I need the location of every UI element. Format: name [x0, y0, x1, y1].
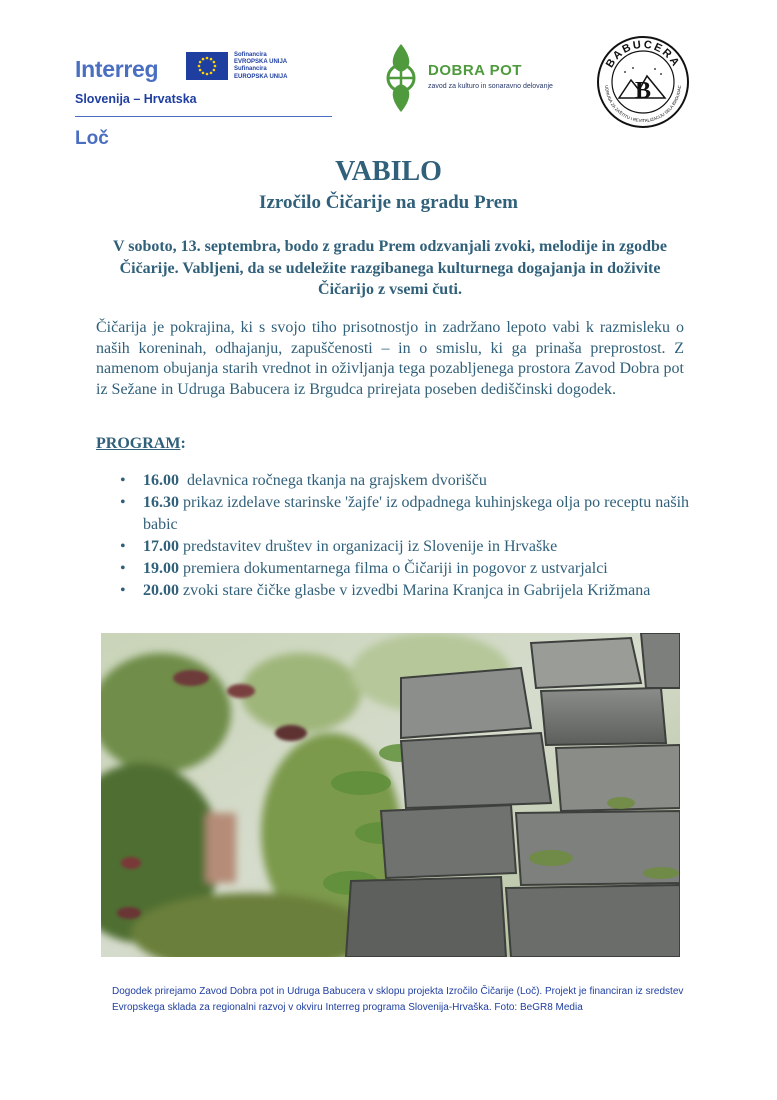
- dobra-pot-leaf-icon: [383, 42, 419, 114]
- program-list: [96, 470, 696, 602]
- program-text: premiera dokumentarnega filma o Čičariji in pogovor z ustvarjalci: [183, 560, 608, 577]
- eu-line: EUROPSKA UNIJA: [234, 73, 288, 80]
- program-item: • 17.00 predstavitev društev in organizacij iz Slovenije in Hrvaške: [120, 538, 558, 555]
- program-item: • 20.00 zvoki stare čičke glasbe v izvedbi Marina Kranjca in Gabrijela Križmana: [120, 582, 651, 599]
- program-heading: [96, 435, 186, 453]
- program-text: prikaz izdelave starinske 'žajfe' iz odpadnega kuhinjskega olja po receptu naših babic: [143, 494, 690, 533]
- program-time: 16.30: [143, 494, 179, 511]
- program-item: • 16.00 delavnica ročnega tkanja na grajskem dvorišču: [120, 472, 487, 489]
- program-time: 20.00: [143, 582, 179, 599]
- eu-line: Sofinancira: [234, 52, 267, 58]
- dobra-pot-subtitle: zavod za kulturo in sonaravno delovanje: [428, 83, 553, 90]
- program-time: 17.00: [143, 538, 179, 555]
- program-heading-colon: :: [180, 435, 186, 452]
- babucera-name: BABUCERA: [603, 38, 683, 70]
- interreg-wordmark: Interreg: [75, 56, 159, 82]
- eu-cofinancing-text: [234, 52, 287, 81]
- eu-line: Sufinancira: [234, 66, 267, 73]
- eu-line: EVROPSKA UNIJA: [234, 59, 288, 66]
- footer-note: Dogodek prirejamo Zavod Dobra pot in Udruga Babucera v sklopu projekta Izročilo Čičarije (Loč). Projekt je financiran iz sredstev Evropskega sklada za regionalni razvoj v okviru Interreg programa Slovenija-Hrvaška. Foto: BeGR8 Media: [112, 986, 684, 1013]
- babucera-logo: [595, 34, 691, 130]
- program-text: zvoki stare čičke glasbe v izvedbi Marina Kranjca in Gabrijela Križmana: [183, 582, 651, 599]
- program-item: • 19.00 premiera dokumentarnega filma o Čičariji in pogovor z ustvarjalci: [120, 560, 608, 577]
- header-divider: [75, 116, 332, 117]
- lead-paragraph: V soboto, 13. septembra, bodo z gradu Prem odzvanjali zvoki, melodije in zgodbe Čičarije. Vabljeni, da se udeležite razgibanega kulturnega dogajanja in doživite Čičarijo z vsemi čuti.: [112, 238, 668, 298]
- babucera-ring-text: UDRUGA ZA ZAŠTITU I REVITALIZACIJU SELA BRGUDAC: [603, 85, 683, 124]
- program-region-label: Slovenija – Hrvatska: [75, 92, 197, 106]
- program-time: 16.00: [143, 472, 179, 489]
- project-code: Loč: [75, 128, 109, 149]
- babucera-monogram: B: [634, 78, 652, 104]
- eu-flag-icon: [186, 52, 228, 80]
- dobra-pot-name: DOBRA POT: [428, 62, 522, 79]
- program-time: 19.00: [143, 560, 179, 577]
- page-title: VABILO: [335, 156, 442, 187]
- intro-paragraph: Čičarija je pokrajina, ki s svojo tiho prisotnostjo in zadržano lepoto vabi k razmisleku o naših koreninah, odhajanju, zapuščenosti – in o smislu, ki ga prinaša preprostost. Z namenom obujanja starih vrednot in oživljanja tega pozabljenega prostora Zavod Dobra pot iz Sežane in Udruga Babucera iz Brgudca prirejata poseben dediščinski dogodek.: [96, 319, 684, 398]
- castle-wall-photo: [101, 633, 680, 957]
- program-item: • 16.30 prikaz izdelave starinske 'žajfe' iz odpadnega kuhinjskega olja po receptu naših babic: [120, 494, 690, 533]
- program-text: predstavitev društev in organizacij iz Slovenije in Hrvaške: [183, 538, 558, 555]
- program-heading-label: PROGRAM: [96, 435, 181, 452]
- program-text: delavnica ročnega tkanja na grajskem dvorišču: [187, 472, 487, 489]
- page-subtitle: Izročilo Čičarije na gradu Prem: [259, 192, 518, 213]
